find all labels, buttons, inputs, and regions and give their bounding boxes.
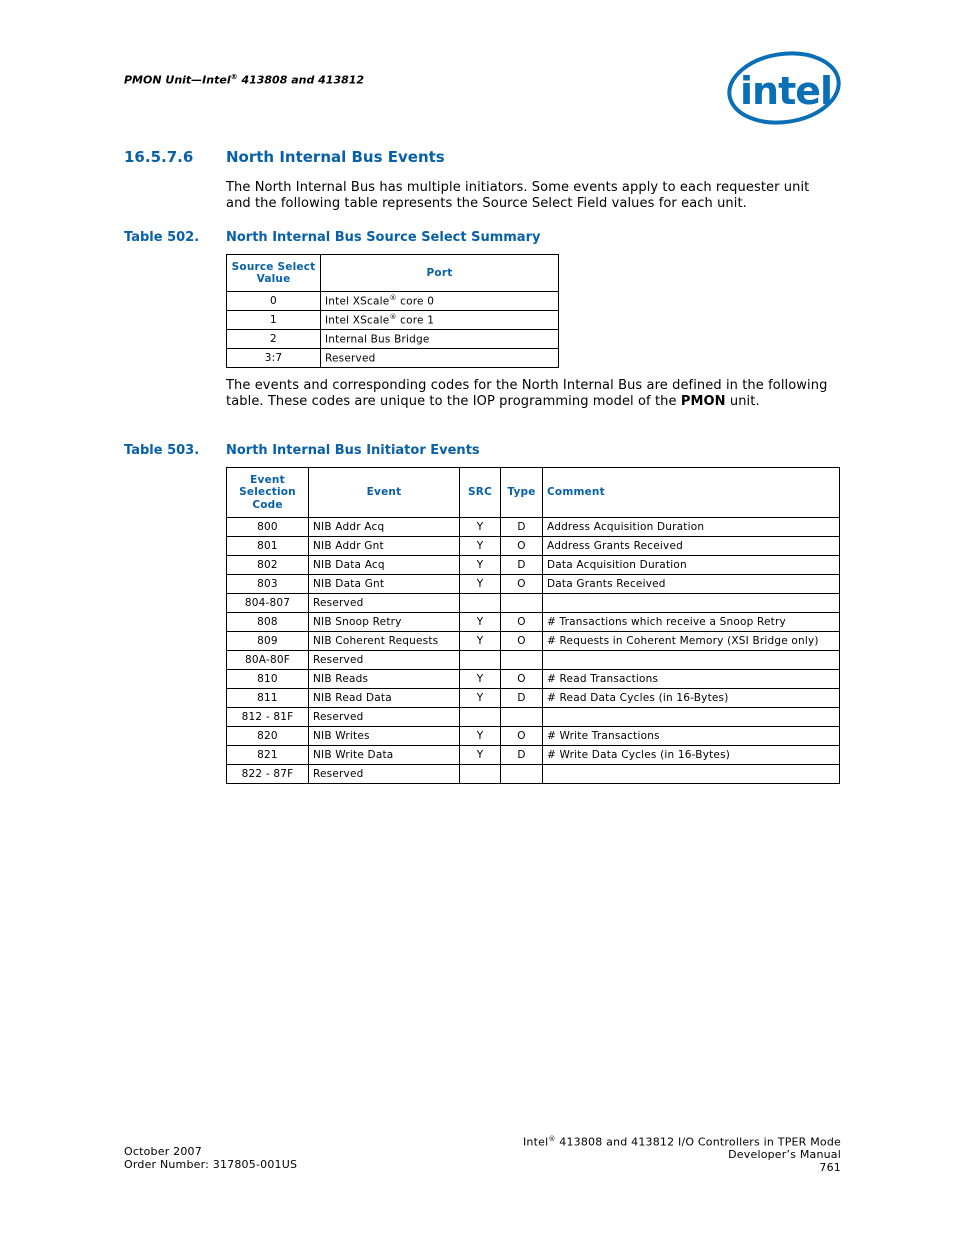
event-code: 812 - 81F [227,708,309,727]
port-suffix: core 0 [396,295,435,308]
event-code: 80A-80F [227,651,309,670]
table-row [227,575,840,594]
event-src: Y [460,689,501,708]
port-name: Intel XScale [325,314,390,327]
event-name: NIB Writes [309,727,460,746]
table502-title: North Internal Bus Source Select Summary [226,230,541,245]
event-type: O [501,632,543,651]
table-row [227,765,840,784]
event-src: Y [460,537,501,556]
source-select-value: 0 [227,292,321,311]
header-port: Port [321,255,559,292]
event-type [501,594,543,613]
event-code: 809 [227,632,309,651]
header-type: Type [501,468,543,518]
event-comment: Address Grants Received [543,537,840,556]
table-row [227,556,840,575]
footer-order-number: Order Number: 317805-001US [124,1157,298,1171]
event-name: Reserved [309,651,460,670]
event-name: Reserved [309,708,460,727]
event-src: Y [460,632,501,651]
intel-logo [726,50,842,128]
event-comment: # Write Data Cycles (in 16-Bytes) [543,746,840,765]
event-comment [543,708,840,727]
header-event-selection-code: Event Selection Code [227,468,309,518]
event-comment: Data Grants Received [543,575,840,594]
event-type: O [501,575,543,594]
table-row [227,689,840,708]
event-type: D [501,556,543,575]
event-name: NIB Addr Acq [309,518,460,537]
event-comment [543,594,840,613]
source-select-value: 3:7 [227,349,321,368]
event-comment [543,651,840,670]
port-suffix: core 1 [396,314,435,327]
event-type: O [501,727,543,746]
event-code: 811 [227,689,309,708]
event-code: 821 [227,746,309,765]
table503-title: North Internal Bus Initiator Events [226,443,480,458]
initiator-events-table [226,467,840,784]
table502-label: Table 502. [124,230,200,245]
table-row [227,349,559,368]
event-src: Y [460,575,501,594]
event-src: Y [460,556,501,575]
event-comment: Address Acquisition Duration [543,518,840,537]
port-cell [321,349,559,368]
footer-date: October 2007 [124,1145,202,1158]
event-name: Reserved [309,594,460,613]
event-comment: Data Acquisition Duration [543,556,840,575]
footer-right [523,1133,841,1174]
logo-wordmark: intel [740,69,833,113]
table-row [227,746,840,765]
footer-page-number: 761 [819,1160,841,1174]
table-row [227,518,840,537]
event-code: 808 [227,613,309,632]
event-src: Y [460,613,501,632]
port-cell [321,292,559,311]
event-code: 802 [227,556,309,575]
table-row [227,708,840,727]
table503-label: Table 503. [124,443,200,458]
event-name: NIB Snoop Retry [309,613,460,632]
section-number: 16.5.7.6 [124,148,194,166]
event-type [501,708,543,727]
source-select-value: 2 [227,330,321,349]
registered-mark: ® [389,294,397,303]
section-title: North Internal Bus Events [226,148,445,166]
table-row [227,594,840,613]
event-code: 803 [227,575,309,594]
event-name: NIB Addr Gnt [309,537,460,556]
event-type: O [501,613,543,632]
event-src [460,765,501,784]
event-comment [543,765,840,784]
event-name: Reserved [309,765,460,784]
footer-doc-title: Intel® 413808 and 413812 I/O Controllers in TPER Mode [522,1135,841,1149]
source-select-table [226,254,559,368]
table-row [227,727,840,746]
event-src: Y [460,727,501,746]
event-src: Y [460,746,501,765]
port-cell [321,311,559,330]
port-name: Intel XScale [325,295,390,308]
event-type: O [501,537,543,556]
event-name: NIB Write Data [309,746,460,765]
port-cell [321,330,559,349]
event-comment: # Transactions which receive a Snoop Retry [543,613,840,632]
table-row [227,670,840,689]
table-row [227,632,840,651]
event-name: NIB Data Acq [309,556,460,575]
table-row [227,651,840,670]
event-code: 822 - 87F [227,765,309,784]
event-code: 820 [227,727,309,746]
event-type: D [501,746,543,765]
event-src: Y [460,670,501,689]
event-name: NIB Reads [309,670,460,689]
port-name: Reserved [325,352,376,365]
event-name: NIB Coherent Requests [309,632,460,651]
event-comment: # Write Transactions [543,727,840,746]
event-comment: # Read Data Cycles (in 16-Bytes) [543,689,840,708]
header-source-select-value: Source Select Value [227,255,321,292]
event-code: 801 [227,537,309,556]
registered-mark: ® [389,313,397,322]
event-type: O [501,670,543,689]
event-code: 804-807 [227,594,309,613]
header-event: Event [309,468,460,518]
event-src [460,708,501,727]
footer-manual: Developer’s Manual [728,1148,841,1162]
event-src [460,651,501,670]
running-header: PMON Unit—Intel® 413808 and 413812 [124,73,365,87]
event-code: 800 [227,518,309,537]
event-comment: # Requests in Coherent Memory (XSI Bridge only) [543,632,840,651]
event-src: Y [460,518,501,537]
header-src: SRC [460,468,501,518]
table-row [227,537,840,556]
event-type [501,765,543,784]
table-row [227,311,559,330]
event-type: D [501,689,543,708]
event-name: NIB Data Gnt [309,575,460,594]
port-name: Internal Bus Bridge [325,333,430,346]
event-comment: # Read Transactions [543,670,840,689]
header-comment: Comment [543,468,840,518]
event-name: NIB Read Data [309,689,460,708]
table-row [227,292,559,311]
event-code: 810 [227,670,309,689]
middle-paragraph: The events and corresponding codes for the North Internal Bus are defined in the following table. These codes are unique to the IOP programming model of the PMON unit. [226,378,828,409]
table-row [227,613,840,632]
source-select-value: 1 [227,311,321,330]
event-type [501,651,543,670]
event-src [460,594,501,613]
intro-paragraph: The North Internal Bus has multiple initiators. Some events apply to each requester unit and the following table represents the Source Select Field values for each unit. [226,180,810,211]
footer-left [124,1146,297,1171]
table-row [227,330,559,349]
event-type: D [501,518,543,537]
